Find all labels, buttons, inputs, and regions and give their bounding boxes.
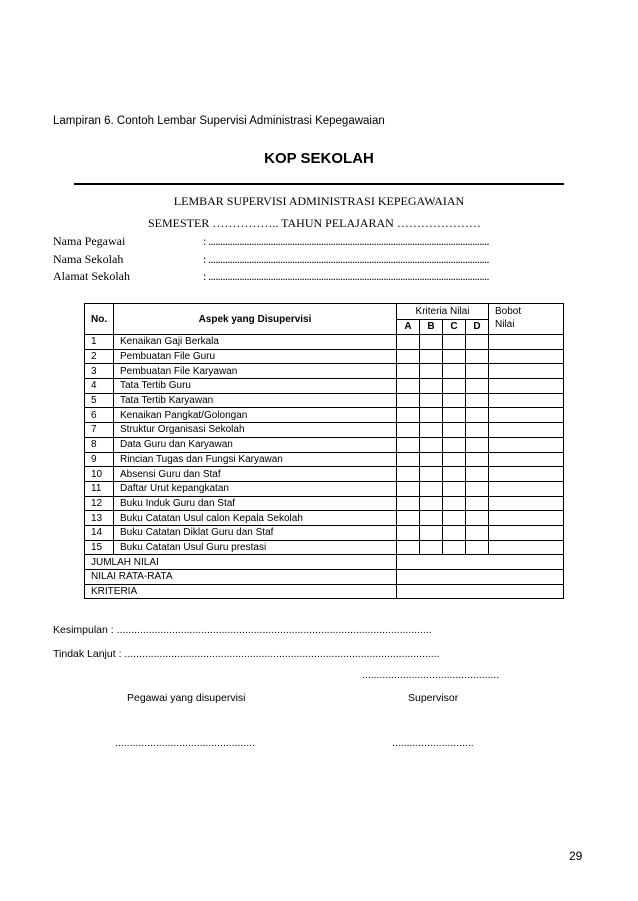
bobot-cell[interactable]	[489, 379, 564, 394]
grade-cell-d[interactable]	[466, 525, 489, 540]
grade-cell-d[interactable]	[466, 511, 489, 526]
row-aspek: Tata Tertib Karyawan	[114, 393, 397, 408]
row-aspek: Kenaikan Gaji Berkala	[114, 335, 397, 350]
header-kriteria-nilai: Kriteria Nilai	[397, 304, 489, 320]
row-aspek: Pembuatan File Guru	[114, 349, 397, 364]
grade-cell-d[interactable]	[466, 496, 489, 511]
bobot-cell[interactable]	[489, 408, 564, 423]
footer-label: JUMLAH NILAI	[85, 555, 397, 570]
grade-cell-c[interactable]	[443, 525, 466, 540]
row-no: 5	[85, 393, 114, 408]
grade-cell-a[interactable]	[397, 423, 420, 438]
supervisor-label: Supervisor	[408, 692, 459, 704]
semester-line: SEMESTER …………….. TAHUN PELAJARAN …………………	[148, 216, 481, 230]
grade-cell-c[interactable]	[443, 393, 466, 408]
grade-cell-a[interactable]	[397, 364, 420, 379]
row-aspek: Struktur Organisasi Sekolah	[114, 423, 397, 438]
row-aspek: Buku Catatan Usul Guru prestasi	[114, 540, 397, 555]
bobot-cell[interactable]	[489, 481, 564, 496]
row-aspek: Daftar Urut kepangkatan	[114, 481, 397, 496]
row-aspek: Tata Tertib Guru	[114, 379, 397, 394]
grade-cell-c[interactable]	[443, 364, 466, 379]
grade-cell-b[interactable]	[420, 335, 443, 350]
grade-cell-c[interactable]	[443, 437, 466, 452]
kesimpulan-line: Kesimpulan : ............................................................................................................	[53, 624, 432, 636]
grade-cell-d[interactable]	[466, 481, 489, 496]
field-label-nama-sekolah: Nama Sekolah	[53, 252, 124, 266]
row-no: 7	[85, 423, 114, 438]
row-aspek: Buku Catatan Diklat Guru dan Staf	[114, 525, 397, 540]
row-no: 11	[85, 481, 114, 496]
grade-cell-b[interactable]	[420, 540, 443, 555]
table-row	[85, 393, 564, 408]
footer-value-cell[interactable]	[397, 555, 564, 570]
bobot-cell[interactable]	[489, 496, 564, 511]
table-row	[85, 408, 564, 423]
field-label-nama-pegawai: Nama Pegawai	[53, 234, 126, 248]
grade-cell-a[interactable]	[397, 496, 420, 511]
grade-cell-b[interactable]	[420, 467, 443, 482]
grade-cell-c[interactable]	[443, 467, 466, 482]
bobot-cell[interactable]	[489, 437, 564, 452]
grade-cell-c[interactable]	[443, 496, 466, 511]
grade-cell-a[interactable]	[397, 393, 420, 408]
table-row	[85, 467, 564, 482]
pegawai-signature-line: ................................................	[115, 737, 256, 749]
bobot-cell[interactable]	[489, 335, 564, 350]
table-row	[85, 452, 564, 467]
table-header-row	[85, 304, 564, 320]
page-number: 29	[569, 849, 583, 863]
bobot-cell[interactable]	[489, 525, 564, 540]
row-no: 4	[85, 379, 114, 394]
row-no: 2	[85, 349, 114, 364]
header-grade-d: D	[466, 319, 489, 335]
row-no: 6	[85, 408, 114, 423]
bobot-cell[interactable]	[489, 452, 564, 467]
table-row	[85, 437, 564, 452]
table-row	[85, 349, 564, 364]
table-row	[85, 379, 564, 394]
grade-cell-b[interactable]	[420, 452, 443, 467]
row-no: 1	[85, 335, 114, 350]
table-row	[85, 525, 564, 540]
table-footer-row	[85, 570, 564, 585]
field-value-alamat-sekolah: : .....................................................................................................................	[203, 269, 489, 283]
table-row	[85, 423, 564, 438]
grade-cell-c[interactable]	[443, 335, 466, 350]
grade-cell-b[interactable]	[420, 408, 443, 423]
grade-cell-a[interactable]	[397, 525, 420, 540]
row-aspek: Buku Catatan Usul calon Kepala Sekolah	[114, 511, 397, 526]
grade-cell-d[interactable]	[466, 467, 489, 482]
grade-cell-a[interactable]	[397, 349, 420, 364]
bobot-cell[interactable]	[489, 364, 564, 379]
header-grade-b: B	[420, 319, 443, 335]
row-no: 13	[85, 511, 114, 526]
grade-cell-d[interactable]	[466, 393, 489, 408]
pegawai-label: Pegawai yang disupervisi	[127, 692, 246, 704]
grade-cell-c[interactable]	[443, 540, 466, 555]
row-aspek: Pembuatan File Karyawan	[114, 364, 397, 379]
supervision-table	[84, 303, 564, 599]
row-aspek: Data Guru dan Karyawan	[114, 437, 397, 452]
row-aspek: Buku Induk Guru dan Staf	[114, 496, 397, 511]
row-no: 9	[85, 452, 114, 467]
date-line: ...............................................	[362, 669, 500, 681]
grade-cell-a[interactable]	[397, 335, 420, 350]
grade-cell-d[interactable]	[466, 364, 489, 379]
grade-cell-a[interactable]	[397, 540, 420, 555]
row-no: 3	[85, 364, 114, 379]
row-no: 14	[85, 525, 114, 540]
table-row	[85, 335, 564, 350]
footer-label: KRITERIA	[85, 584, 397, 599]
letterhead-divider	[74, 183, 564, 185]
grade-cell-d[interactable]	[466, 540, 489, 555]
form-title: LEMBAR SUPERVISI ADMINISTRASI KEPEGAWAIAN	[173, 194, 465, 208]
row-aspek: Rincian Tugas dan Fungsi Karyawan	[114, 452, 397, 467]
grade-cell-a[interactable]	[397, 437, 420, 452]
grade-cell-a[interactable]	[397, 408, 420, 423]
row-no: 8	[85, 437, 114, 452]
grade-cell-c[interactable]	[443, 511, 466, 526]
footer-value-cell[interactable]	[397, 570, 564, 585]
grade-cell-b[interactable]	[420, 481, 443, 496]
header-bobot: Bobot	[495, 306, 522, 317]
grade-cell-d[interactable]	[466, 335, 489, 350]
bobot-cell[interactable]	[489, 511, 564, 526]
header-aspek: Aspek yang Disupervisi	[114, 304, 397, 335]
grade-cell-c[interactable]	[443, 408, 466, 423]
grade-cell-c[interactable]	[443, 349, 466, 364]
header-no: No.	[85, 304, 114, 335]
grade-cell-c[interactable]	[443, 481, 466, 496]
grade-cell-d[interactable]	[466, 379, 489, 394]
header-bobot-nilai	[489, 304, 564, 335]
field-value-nama-pegawai: : .....................................................................................................................	[203, 234, 489, 248]
table-footer-row	[85, 555, 564, 570]
grade-cell-c[interactable]	[443, 423, 466, 438]
table-row	[85, 364, 564, 379]
field-value-nama-sekolah: : .....................................................................................................................	[203, 252, 489, 266]
grade-cell-b[interactable]	[420, 364, 443, 379]
grade-cell-b[interactable]	[420, 511, 443, 526]
table-row	[85, 496, 564, 511]
grade-cell-a[interactable]	[397, 481, 420, 496]
grade-cell-d[interactable]	[466, 452, 489, 467]
footer-value-cell[interactable]	[397, 584, 564, 599]
grade-cell-a[interactable]	[397, 379, 420, 394]
grade-cell-d[interactable]	[466, 408, 489, 423]
grade-cell-d[interactable]	[466, 437, 489, 452]
grade-cell-a[interactable]	[397, 467, 420, 482]
row-no: 12	[85, 496, 114, 511]
footer-label: NILAI RATA-RATA	[85, 570, 397, 585]
table-row	[85, 481, 564, 496]
grade-cell-b[interactable]	[420, 496, 443, 511]
appendix-caption: Lampiran 6. Contoh Lembar Supervisi Administrasi Kepegawaian	[53, 115, 385, 127]
table-footer-row	[85, 584, 564, 599]
grade-cell-b[interactable]	[420, 437, 443, 452]
grade-cell-c[interactable]	[443, 379, 466, 394]
grade-cell-b[interactable]	[420, 379, 443, 394]
bobot-cell[interactable]	[489, 393, 564, 408]
supervisor-signature-line: ............................	[392, 737, 474, 749]
row-aspek: Kenaikan Pangkat/Golongan	[114, 408, 397, 423]
bobot-cell[interactable]	[489, 349, 564, 364]
bobot-cell[interactable]	[489, 540, 564, 555]
row-aspek: Absensi Guru dan Staf	[114, 467, 397, 482]
grade-cell-d[interactable]	[466, 349, 489, 364]
grade-cell-a[interactable]	[397, 452, 420, 467]
table-row	[85, 511, 564, 526]
grade-cell-a[interactable]	[397, 511, 420, 526]
bobot-cell[interactable]	[489, 423, 564, 438]
school-letterhead-title: KOP SEKOLAH	[264, 150, 374, 167]
row-no: 10	[85, 467, 114, 482]
row-no: 15	[85, 540, 114, 555]
table-body	[85, 335, 564, 599]
header-grade-c: C	[443, 319, 466, 335]
header-nilai: Nilai	[495, 319, 515, 330]
bobot-cell[interactable]	[489, 467, 564, 482]
grade-cell-b[interactable]	[420, 393, 443, 408]
field-label-alamat-sekolah: Alamat Sekolah	[53, 269, 130, 283]
grade-cell-b[interactable]	[420, 349, 443, 364]
grade-cell-c[interactable]	[443, 452, 466, 467]
grade-cell-d[interactable]	[466, 423, 489, 438]
grade-cell-b[interactable]	[420, 423, 443, 438]
grade-cell-b[interactable]	[420, 525, 443, 540]
table-row	[85, 540, 564, 555]
header-grade-a: A	[397, 319, 420, 335]
tindak-lanjut-line: Tindak Lanjut : ............................................................................................................	[53, 648, 440, 660]
